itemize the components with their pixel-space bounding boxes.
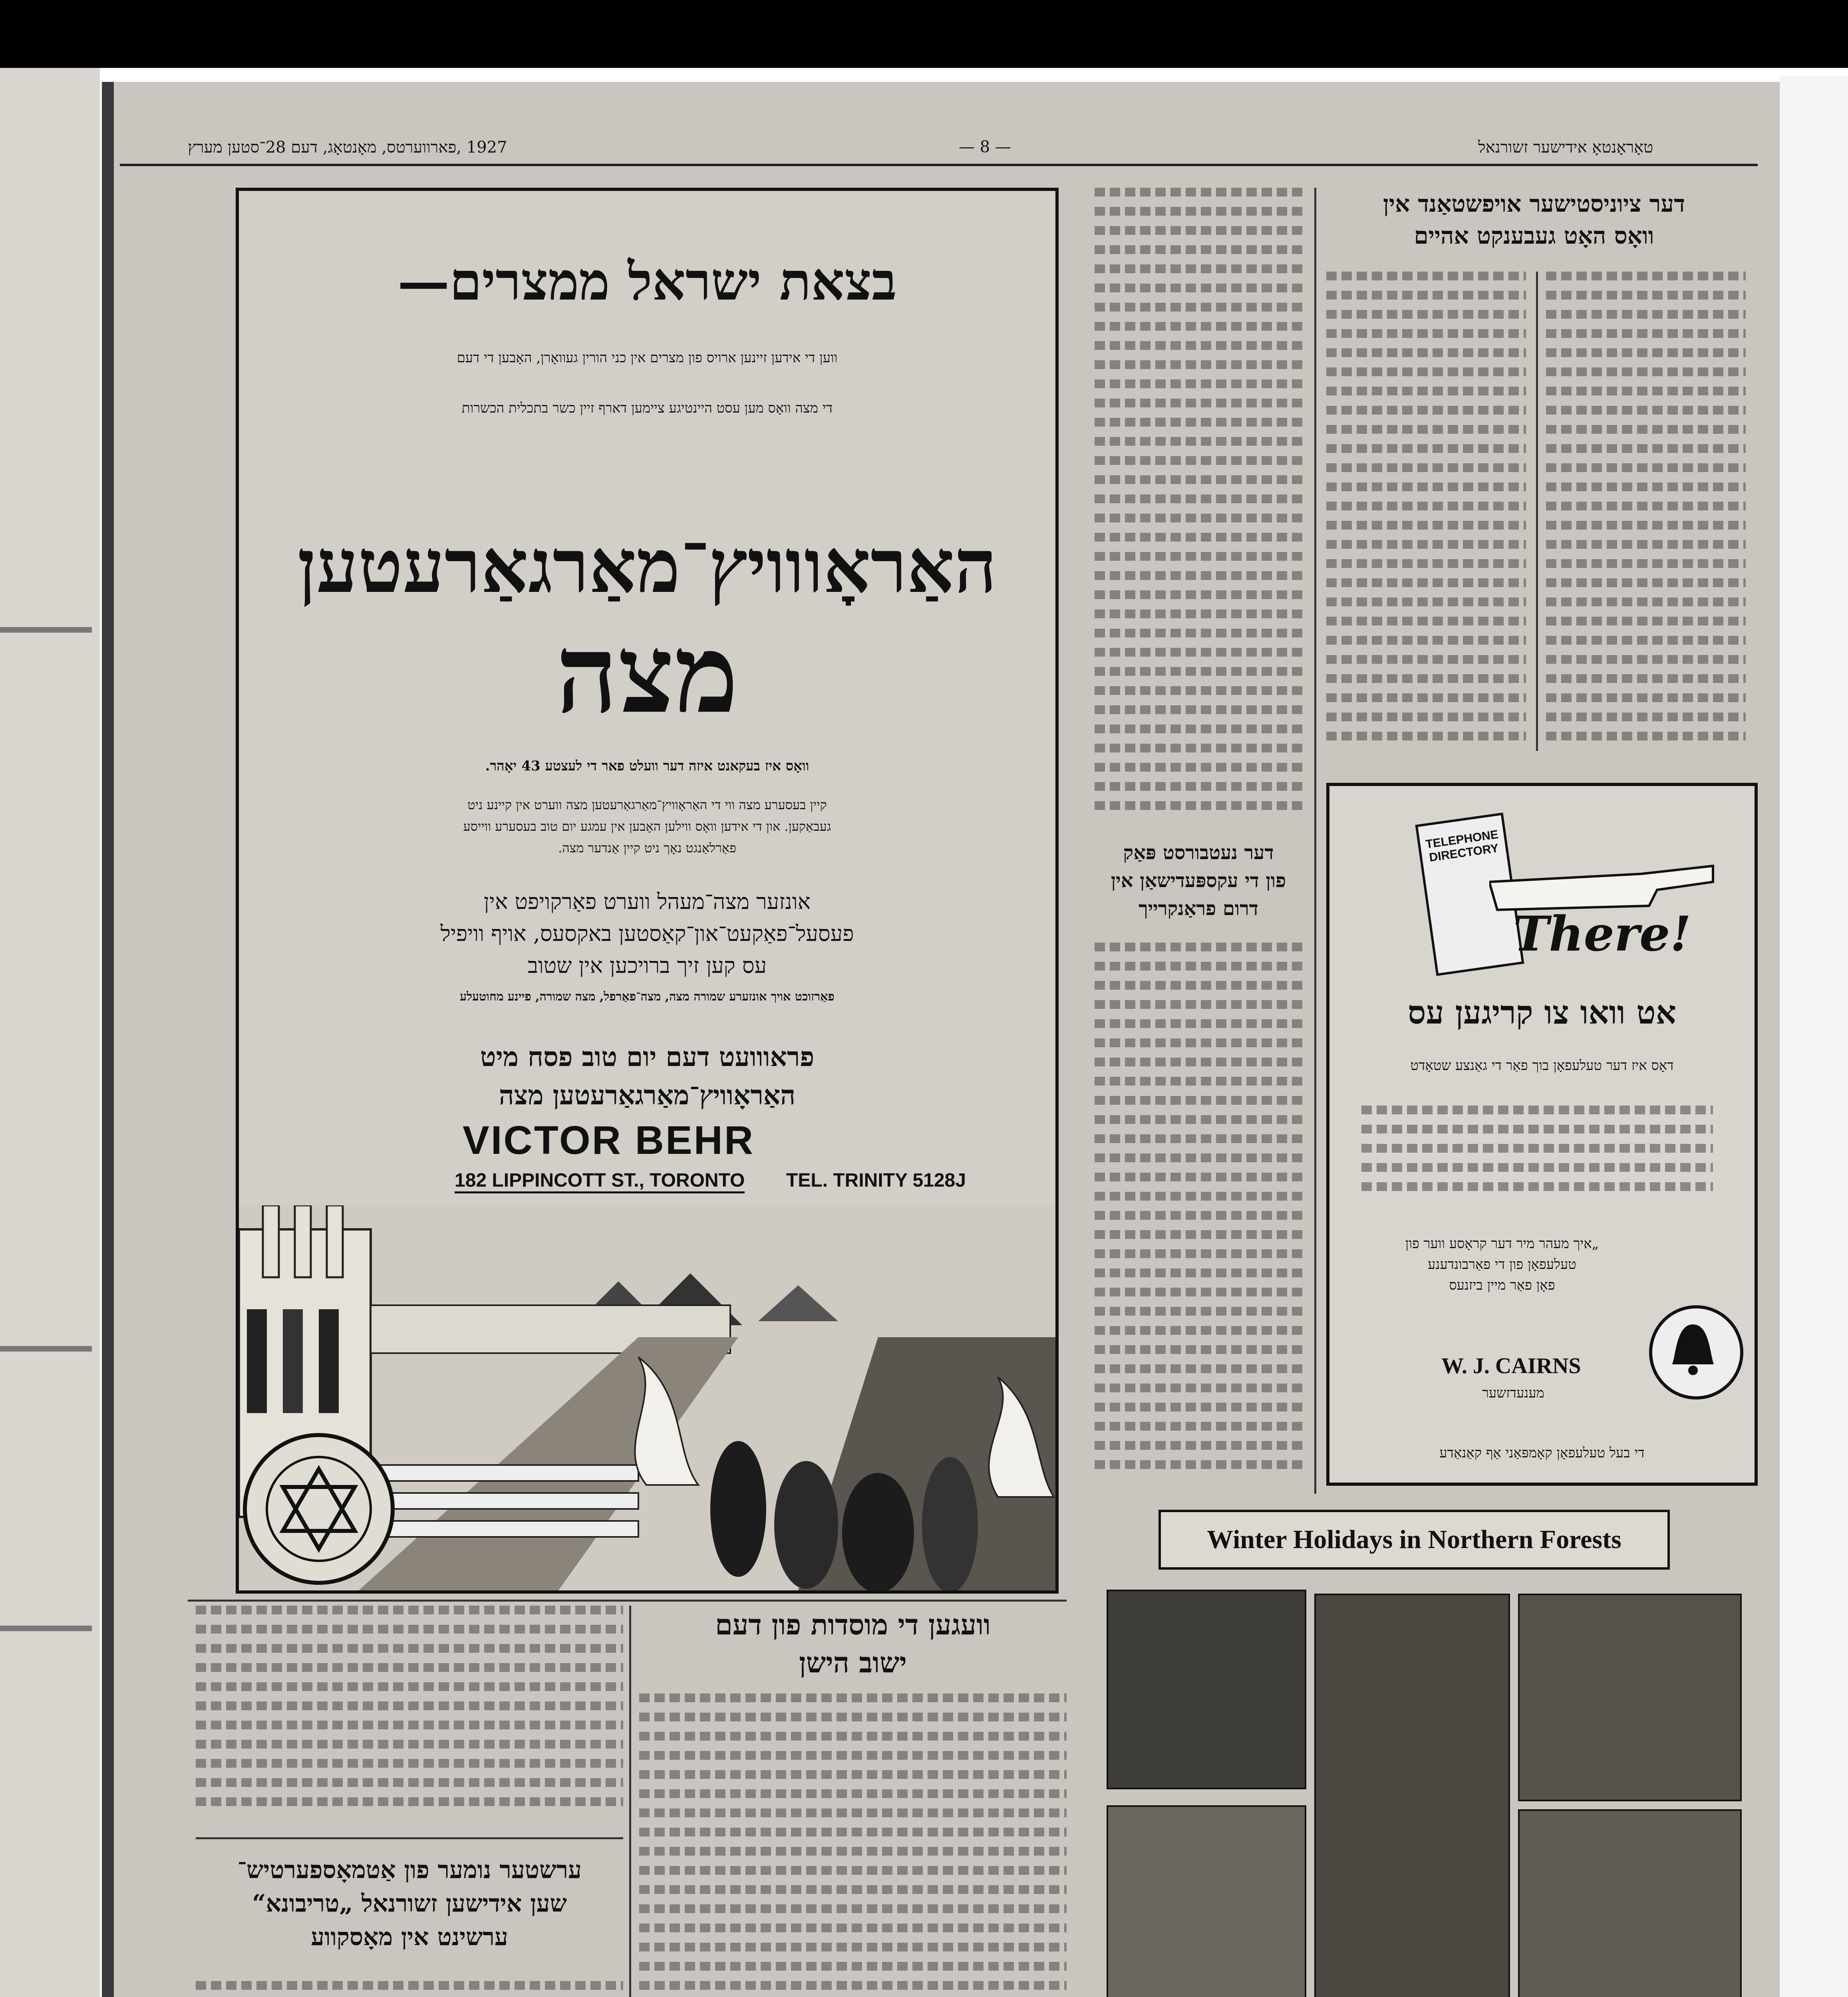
section-rule bbox=[196, 1837, 623, 1839]
phone-ad-subtitle: דאָס איז דער טעלעפאָן בוך פאַר די גאַנצע שטאָדט bbox=[1410, 1058, 1674, 1074]
ad-package-line: אונזער מצה־מעהל ווערט פאַרקויפט אין bbox=[483, 889, 811, 914]
headline-line: ישוב הישן bbox=[799, 1646, 907, 1679]
phone-ad-footer: די בעל טעלעפאָן קאָמפּאַני אַף קאַנאַדע bbox=[1439, 1445, 1645, 1461]
ad-phone: TEL. TRINITY 5128J bbox=[786, 1170, 966, 1191]
column-rule bbox=[629, 1606, 631, 1997]
ad-product-name: מצה bbox=[556, 610, 739, 737]
directory-label: TELEPHONE DIRECTORY bbox=[1425, 828, 1500, 865]
photo-snare-setting bbox=[1107, 1590, 1306, 1789]
article-column bbox=[196, 1981, 623, 1997]
ad-slogan: בצאת ישראל ממצרים— bbox=[397, 251, 897, 312]
ad-intro-paragraph bbox=[287, 347, 1007, 419]
ad-intro-line: די מצה וואָס מען עסט היינטיגע ציימען דארף זיין כשר בתכלית הכשרות bbox=[461, 400, 833, 416]
column-rule bbox=[1536, 272, 1538, 751]
headline-line: דרום פראַנקרייך bbox=[1139, 897, 1258, 920]
column-rule bbox=[1314, 188, 1316, 1494]
ad-special-line: פאַרזוכט אויך אונזערע שמורה מצה, מצה־פאַרפל, מצה שמורה, פיינע מחוטעלע bbox=[460, 990, 835, 1004]
previous-page-rule bbox=[0, 627, 92, 633]
ad-body-line: קיין בעסערע מצה ווי די האַראָוויץ־מאַרגאַרעטען מצה ווערט אין קיינע ניט bbox=[467, 797, 827, 812]
winter-feature-title: Winter Holidays in Northern Forests bbox=[1207, 1525, 1621, 1554]
ad-years-line: וואָס איז בעקאנט איזה דער וועלט פאר די לעצטע 43 יאָהר. bbox=[485, 758, 809, 774]
exodus-illustration bbox=[239, 1205, 1055, 1590]
headline-line: וואָס האָט געבענקט אהיים bbox=[1414, 222, 1654, 249]
photo-open-water-angling bbox=[1518, 1594, 1742, 1801]
next-page-edge bbox=[1780, 76, 1848, 1997]
masthead-paper-title: טאָראָנטאָ אידישער זשורנאל bbox=[1478, 138, 1653, 157]
article-column bbox=[1095, 188, 1302, 823]
article-column bbox=[196, 1606, 623, 1829]
article-column bbox=[1095, 943, 1302, 1486]
journal-headline bbox=[196, 1853, 623, 1954]
ad-wish-line: האַראָוויץ־מאַרגאַרעטען מצה bbox=[499, 1080, 796, 1111]
photo-frozen-lake bbox=[1107, 1805, 1306, 1997]
masthead-page-number: — 8 — bbox=[959, 138, 1011, 156]
ad-body-line: פאַרלאַנגט נאָך ניט קיין אַנדער מצה. bbox=[558, 840, 736, 856]
ad-body-line: געבאַקען. און די אידען וואָס ווילען האָבען אין עמגע יום טוב בעסערע ווייסע bbox=[463, 819, 831, 834]
headline-line: ערשינט אין מאָסקווע bbox=[311, 1923, 508, 1951]
photo-outfitters-cabin bbox=[1518, 1809, 1742, 1997]
ad-package-line: עס קען זיך ברויכען אין שטוב bbox=[527, 953, 767, 978]
matzah-advertisement bbox=[236, 188, 1059, 1594]
headline-line: שען אידישען זשורנאל „טריבונא“ bbox=[252, 1890, 567, 1918]
quote-line: טעלעפאָן פון די פאַרבונדענע bbox=[1428, 1257, 1576, 1272]
quote-line: פאָן פאַר מיין ביזנעס bbox=[1449, 1277, 1555, 1293]
headline-line: דער ציוניסטישער אויפשטאַנד אין bbox=[1383, 190, 1685, 217]
ad-address: 182 LIPPINCOTT ST., TORONTO bbox=[455, 1169, 745, 1193]
telephone-directory-ad bbox=[1326, 783, 1758, 1486]
photo-blanc-bec-trail bbox=[1314, 1594, 1510, 1997]
previous-page-rule bbox=[0, 1346, 92, 1352]
scanner-black-band bbox=[0, 0, 1848, 68]
tourist-headline bbox=[1095, 839, 1302, 923]
yishuv-headline bbox=[639, 1606, 1067, 1681]
section-rule bbox=[188, 1600, 1067, 1602]
headline-line: פון די עקספּעדישאַן אין bbox=[1111, 869, 1286, 892]
bell-icon bbox=[1652, 1308, 1734, 1390]
ad-intro-line: ווען די אידען זיינען ארויס פון מצרים אין כני הורין געוואָרן, האָבען די דעם bbox=[457, 350, 838, 366]
bell-telephone-seal bbox=[1649, 1305, 1743, 1399]
phone-ad-quote bbox=[1361, 1233, 1643, 1296]
article-column bbox=[1326, 272, 1526, 751]
ad-brand-name: האַראָווויץ־מאַרגאַרעטען bbox=[297, 522, 997, 609]
phone-ad-signature: W. J. CAIRNS bbox=[1441, 1354, 1581, 1378]
headline-line: ערשטער נומער פון אַטמאָספערטיש־ bbox=[237, 1856, 582, 1884]
headline-line: דער נעטבורסט פּאַק bbox=[1123, 842, 1274, 864]
article-column bbox=[639, 1693, 1067, 1997]
ad-wish-line: פראווועט דעם יום טוב פסח מיט bbox=[480, 1041, 815, 1072]
zionist-headline bbox=[1318, 188, 1750, 252]
phone-ad-headline: אט וואו צו קריגען עס bbox=[1407, 994, 1677, 1031]
ad-agent-name: VICTOR BEHR bbox=[463, 1118, 755, 1163]
previous-page-rule bbox=[0, 1626, 92, 1631]
ad-package-line: פעסעל־פאַקעט־און־קאַסטען באקסעס, אויף וויפיל bbox=[440, 921, 854, 946]
masthead-rule bbox=[120, 164, 1758, 166]
headline-line: וועגען די מוסדות פון דעם bbox=[715, 1608, 991, 1641]
ad-holiday-wish bbox=[239, 1038, 1055, 1114]
previous-page-strip bbox=[0, 68, 100, 1997]
article-column bbox=[1546, 272, 1746, 751]
ad-body-paragraph bbox=[299, 794, 996, 859]
masthead-date: 1927 ,פארווערטס, מאָנטאָג, דעם 28־סטען מערץ bbox=[188, 138, 507, 157]
quote-line: „איך מעהר מיר דער קראָסע ווער פון bbox=[1405, 1236, 1599, 1252]
phone-ad-body bbox=[1361, 1106, 1713, 1225]
there-exclamation: There! bbox=[1513, 906, 1691, 962]
phone-ad-role: מענעדזשער bbox=[1482, 1385, 1544, 1401]
ad-package-paragraph bbox=[299, 886, 996, 982]
winter-feature-title-box bbox=[1158, 1510, 1670, 1570]
exodus-drawing bbox=[239, 1205, 1055, 1590]
